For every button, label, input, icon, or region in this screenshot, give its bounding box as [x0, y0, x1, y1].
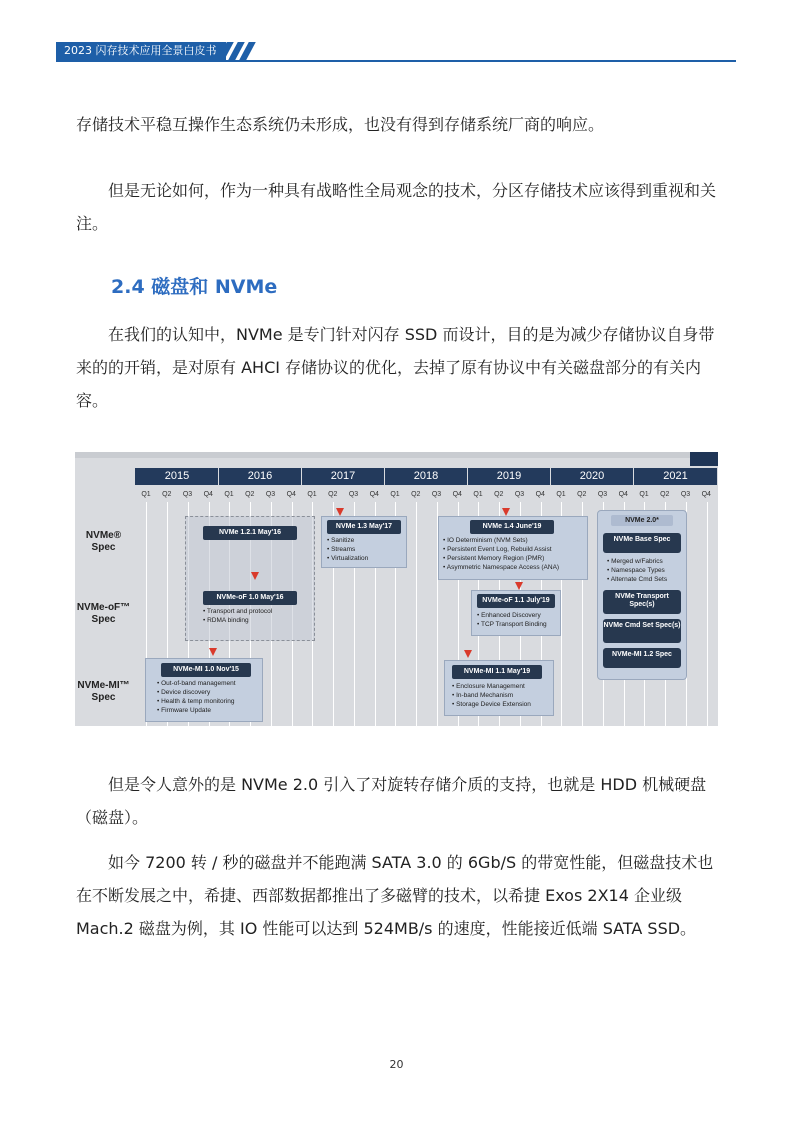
- quarter-label: Q4: [203, 491, 213, 498]
- nvme-14-item: • Asymmetric Namespace Access (ANA): [443, 564, 560, 571]
- quarter-label: Q3: [597, 491, 608, 498]
- paragraph-3: 在我们的认知中，NVMe 是专门针对闪存 SSD 而设计，目的是为减少存储协议自身带来的的开销，是对原有 AHCI 存储协议的优化，去掉了原有协议中有关磁盘部分的有关内容。: [76, 325, 715, 410]
- nvme-13-item: • Streams: [327, 546, 356, 553]
- year-2018: 2018: [385, 468, 468, 485]
- quarter-label: Q4: [701, 491, 711, 498]
- nvme-13-label: NVMe 1.3 May'17: [327, 520, 401, 534]
- release-arrow: [209, 648, 217, 656]
- release-arrow: [336, 508, 344, 516]
- quarter-label: Q1: [473, 491, 483, 498]
- nvme-121-label: NVMe 1.2.1 May'16: [203, 526, 297, 540]
- nvmeof-11-item: • TCP Transport Binding: [477, 621, 547, 628]
- quarter-label: Q3: [265, 491, 276, 498]
- quarter-label: Q3: [431, 491, 442, 498]
- quarter-label: Q3: [680, 491, 691, 498]
- nvmeof-10-item: • RDMA binding: [203, 617, 249, 624]
- paragraph-1: 存储技术平稳互操作生态系统仍未形成，也没有得到存储系统厂商的响应。: [76, 115, 605, 134]
- quarter-label: Q1: [307, 491, 317, 498]
- nvme-base-spec-box: NVMe Base Spec: [603, 533, 681, 553]
- figure-corner-block: [690, 452, 718, 466]
- nvme-20-item: • Merged w/Fabrics: [607, 558, 663, 565]
- nvme-13-item: • Sanitize: [327, 537, 355, 544]
- quarter-label: Q4: [369, 491, 379, 498]
- nvmeof-10-item: • Transport and protocol: [203, 608, 273, 615]
- quarter-label: Q4: [618, 491, 628, 498]
- nvme-20-item: • Alternate Cmd Sets: [607, 576, 668, 583]
- quarter-label: Q3: [514, 491, 525, 498]
- nvmemi-10-item: • Firmware Update: [157, 707, 211, 714]
- nvme-14-item: • IO Determinism (NVM Sets): [443, 537, 528, 544]
- row-label-nvme-spec: NVMe® Spec: [85, 530, 122, 553]
- nvmeof-11-label: NVMe-oF 1.1 July'19: [477, 594, 555, 608]
- page-header: [0, 40, 793, 64]
- nvme-20-label: NVMe 2.0*: [611, 515, 673, 526]
- quarter-label: Q3: [348, 491, 359, 498]
- release-arrow: [515, 582, 523, 590]
- year-2015: 2015: [136, 468, 219, 485]
- nvme-cmdset-spec-box: NVMe Cmd Set Spec(s): [603, 619, 681, 643]
- quarter-label: Q2: [660, 491, 670, 498]
- nvme-20-item: • Namespace Types: [607, 567, 665, 574]
- nvme-14-label: NVMe 1.4 June'19: [470, 520, 554, 534]
- quarter-label: Q2: [162, 491, 172, 498]
- nvmeof-10-label: NVMe-oF 1.0 May'16: [203, 591, 297, 605]
- year-2017: 2017: [302, 468, 385, 485]
- header-title: 2023 闪存技术应用全景白皮书: [64, 44, 217, 57]
- quarter-label: Q1: [141, 491, 151, 498]
- quarter-label: Q4: [286, 491, 296, 498]
- quarter-label: Q1: [556, 491, 566, 498]
- section-heading: 2.4 磁盘和 NVMe: [111, 276, 278, 298]
- quarter-label: Q2: [328, 491, 338, 498]
- paragraph-2: 但是无论如何，作为一种具有战略性全局观念的技术，分区存储技术应该得到重视和关注。: [76, 181, 717, 233]
- grid-line: [416, 502, 417, 726]
- row-label-nvme-mi-spec: NVMe-MI™ Spec: [77, 680, 130, 703]
- nvme-14-item: • Persistent Event Log, Rebuild Assist: [443, 546, 552, 553]
- nvme-roadmap-figure: [75, 452, 718, 726]
- quarter-label: Q1: [224, 491, 234, 498]
- row-label-nvme-of-spec: NVMe-oF™ Spec: [76, 602, 131, 625]
- year-2019: 2019: [468, 468, 551, 485]
- nvmemi-11-label: NVMe-MI 1.1 May'19: [452, 665, 542, 679]
- quarter-label: Q1: [639, 491, 649, 498]
- nvme-transport-spec-box: NVMe Transport Spec(s): [603, 590, 681, 614]
- year-2021: 2021: [634, 468, 718, 485]
- quarter-label: Q2: [411, 491, 421, 498]
- nvmemi-11-item: • Enclosure Management: [452, 683, 525, 690]
- year-2016: 2016: [219, 468, 302, 485]
- quarter-label: Q4: [535, 491, 545, 498]
- nvmemi-10-item: • Health & temp monitoring: [157, 698, 235, 705]
- header-rule: [56, 60, 736, 62]
- paragraph-4: 但是令人意外的是 NVMe 2.0 引入了对旋转存储介质的支持，也就是 HDD 机械硬盘（磁盘）。: [76, 775, 707, 827]
- nvmemi-11-item: • In-band Mechanism: [452, 692, 514, 699]
- page-number: 20: [389, 1058, 404, 1071]
- paragraph-5: 如今 7200 转 / 秒的磁盘并不能跑满 SATA 3.0 的 6Gb/S 的带宽性能，但磁盘技术也在不断发展之中，希捷、西部数据都推出了多磁臂的技术，以希捷 Exos 2X14 企业级 Mach.2 磁盘为例，其 IO 性能可以达到 524MB/s 的速度，性能接近低端 SATA SSD。: [76, 853, 714, 938]
- nvme-14-item: • Persistent Memory Region (PMR): [443, 555, 545, 562]
- nvmemi-10-item: • Device discovery: [157, 689, 211, 696]
- release-arrow: [464, 650, 472, 658]
- release-arrow: [251, 572, 259, 580]
- nvmeof-11-item: • Enhanced Discovery: [477, 612, 541, 619]
- nvme-mi-12-spec-box: NVMe-MI 1.2 Spec: [603, 648, 681, 668]
- nvme-13-item: • Virtualization: [327, 555, 369, 562]
- nvmemi-10-item: • Out-of-band management: [157, 680, 236, 687]
- quarter-label: Q2: [577, 491, 587, 498]
- year-2020: 2020: [551, 468, 634, 485]
- quarter-label: Q2: [494, 491, 504, 498]
- grid-line: [707, 502, 708, 726]
- quarter-label: Q1: [390, 491, 400, 498]
- quarter-label: Q2: [245, 491, 255, 498]
- quarter-label: Q3: [182, 491, 193, 498]
- figure-top-bar: [75, 452, 718, 458]
- nvmemi-10-label: NVMe-MI 1.0 Nov'15: [161, 663, 251, 677]
- nvmemi-11-item: • Storage Device Extension: [452, 701, 531, 708]
- release-arrow: [502, 508, 510, 516]
- quarter-label: Q4: [452, 491, 462, 498]
